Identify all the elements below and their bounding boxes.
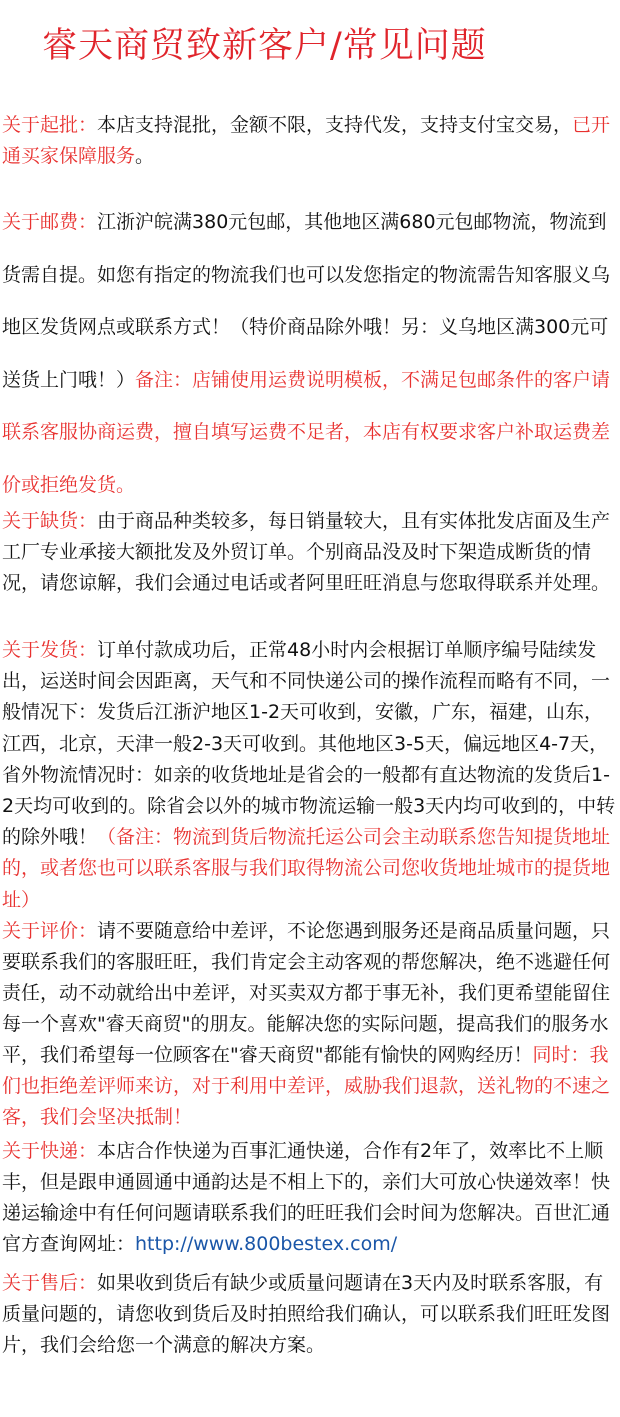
section-label: 关于起批：: [2, 114, 98, 136]
section-tail: 。: [135, 145, 155, 167]
section-after-sales: [2, 1268, 618, 1361]
section-label: 关于评价：: [2, 920, 98, 942]
section-label: 关于缺货：: [2, 510, 98, 532]
section-label: 关于快递：: [2, 1140, 98, 1162]
section-note: 同时：我们也拒绝差评师来访，对于利用中差评，威胁我们退款，送礼物的不速之客，我们会坚决抵制！: [2, 1044, 611, 1128]
section-body: 请不要随意给中差评，不论您遇到服务还是商品质量问题，只要联系我们的客服旺旺，我们肯定会主动客观的帮您解决，绝不逃避任何责任，动不动就给出中差评，对买卖双方都于事无补，我们更希望能留住每一个喜欢"睿天商贸"的朋友。能解决您的实际问题，提高我们的服务水平，我们希望每一位顾客在"睿天商贸"都能有愉快的网购经历！: [2, 920, 611, 1066]
section-note: （备注：物流到货后物流托运公司会主动联系您告知提货地址的，或者您也可以联系客服与我们取得物流公司您收货地址城市的提货地址）: [2, 826, 611, 911]
tracking-link[interactable]: http://www.800bestex.com/: [135, 1233, 398, 1255]
section-label: 关于售后：: [2, 1272, 98, 1294]
section-label: 关于邮费：: [2, 211, 98, 233]
section-review: [2, 916, 618, 1133]
section-body: 订单付款成功后，正常48小时内会根据订单顺序编号陆续发出，运送时间会因距离，天气和不同快递公司的操作流程而略有不同，一般情况下：发货后江浙沪地区1-2天可收到，安徽，广东，福建，山东，江西，北京，天津一般2-3天可收到。其他地区3-5天，偏远地区4-7天，省外物流情况时：如亲的收货地址是省会的一般都有直达物流的发货后1-2天均可收到的。除省会以外的城市物流运输一般3天内均可收到的，中转的除外哦！: [2, 639, 616, 849]
page-title: 睿天商贸致新客户/常见问题: [42, 26, 487, 66]
section-delivery: [2, 635, 618, 916]
section-body: 由于商品种类较多，每日销量较大，且有实体批发店面及生产工厂专业承接大额批发及外贸订单。个别商品没及时下架造成断货的情况，请您谅解，我们会通过电话或者阿里旺旺消息与您取得联系并处理。: [2, 510, 611, 594]
section-body: 本店支持混批，金额不限，支持代发，支持支付宝交易，: [97, 114, 573, 136]
section-body: 本店合作快递为百事汇通快递，合作有2年了，效率比不上顺丰，但是跟申通圆通中通韵达是不相上下的，亲们大可放心快递效率！快递运输途中有任何问题请联系我们的旺旺我们会时间为您解决。百世汇通官方查询网址：: [2, 1140, 611, 1255]
section-body: 江浙沪皖满380元包邮，其他地区满680元包邮物流，物流到货需自提。如您有指定的物流我们也可以发您指定的物流需告知客服义乌地区发货网点或联系方式！（特价商品除外哦！另：义乌地区满300元可送货上门哦！）: [2, 211, 611, 391]
section-out-of-stock: [2, 506, 618, 599]
section-note: 已开通买家保障服务: [2, 114, 611, 167]
section-body: 如果收到货后有缺少或质量问题请在3天内及时联系客服，有质量问题的，请您收到货后及时拍照给我们确认，可以联系我们旺旺发图片，我们会给您一个满意的解决方案。: [2, 1272, 611, 1356]
section-express: [2, 1136, 618, 1260]
section-note: 备注：店铺使用运费说明模板，不满足包邮条件的客户请联系客服协商运费，擅自填写运费不足者，本店有权要求客户补取运费差价或拒绝发货。: [2, 368, 611, 496]
section-shipping-fee: [2, 196, 618, 511]
section-batch: [2, 110, 618, 172]
section-label: 关于发货：: [2, 639, 98, 661]
